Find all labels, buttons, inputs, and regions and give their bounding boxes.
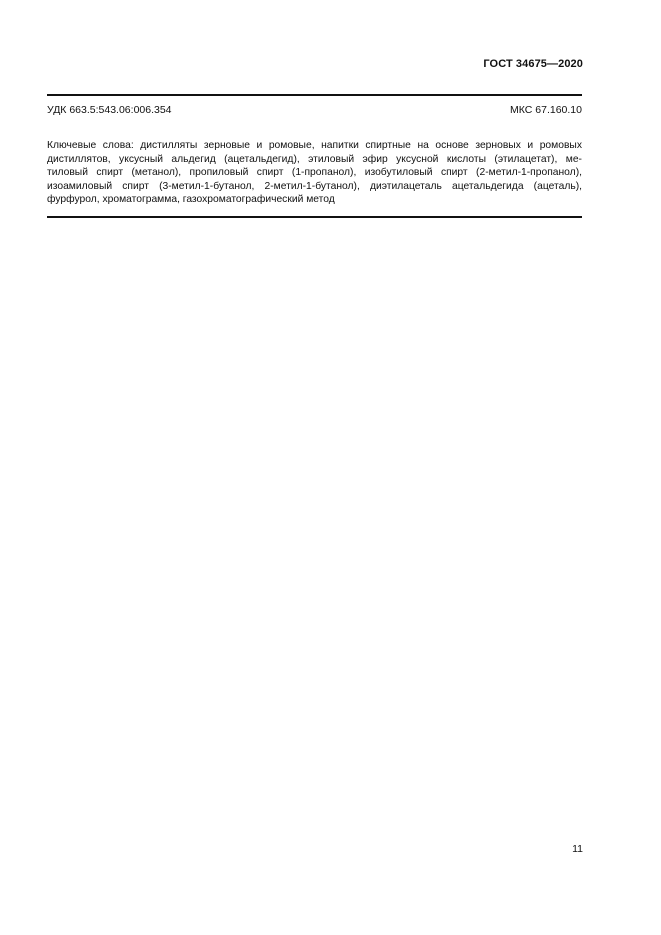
page-number: 11 (572, 843, 583, 855)
top-divider (47, 94, 582, 96)
keywords-paragraph (47, 139, 582, 207)
classification-row (47, 104, 582, 116)
udk-code: УДК 663.5:543.06:006.354 (47, 104, 172, 116)
keywords-line: тиловый спирт (метанол), пропиловый спирт (1-пропанол), изобутиловый спирт (2-метил-1-пропанол), (47, 167, 582, 179)
mks-code: МКС 67.160.10 (510, 104, 582, 116)
standard-code-header: ГОСТ 34675—2020 (483, 58, 583, 70)
keywords-line: Ключевые слова: дистилляты зерновые и ромовые, напитки спиртные на основе зерновых и ромовых (47, 140, 582, 151)
keywords-line: изоамиловый спирт (3-метил-1-бутанол, 2-метил-1-бутанол), диэтилацеталь ацетальдегида (ацеталь), (47, 180, 582, 192)
keywords-line: фурфурол, хроматограмма, газохроматографический метод (47, 194, 335, 206)
bottom-divider (47, 216, 582, 218)
keywords-line: дистиллятов, уксусный альдегид (ацетальдегид), этиловый эфир уксусной кислоты (этилацетат), ме- (47, 153, 582, 165)
